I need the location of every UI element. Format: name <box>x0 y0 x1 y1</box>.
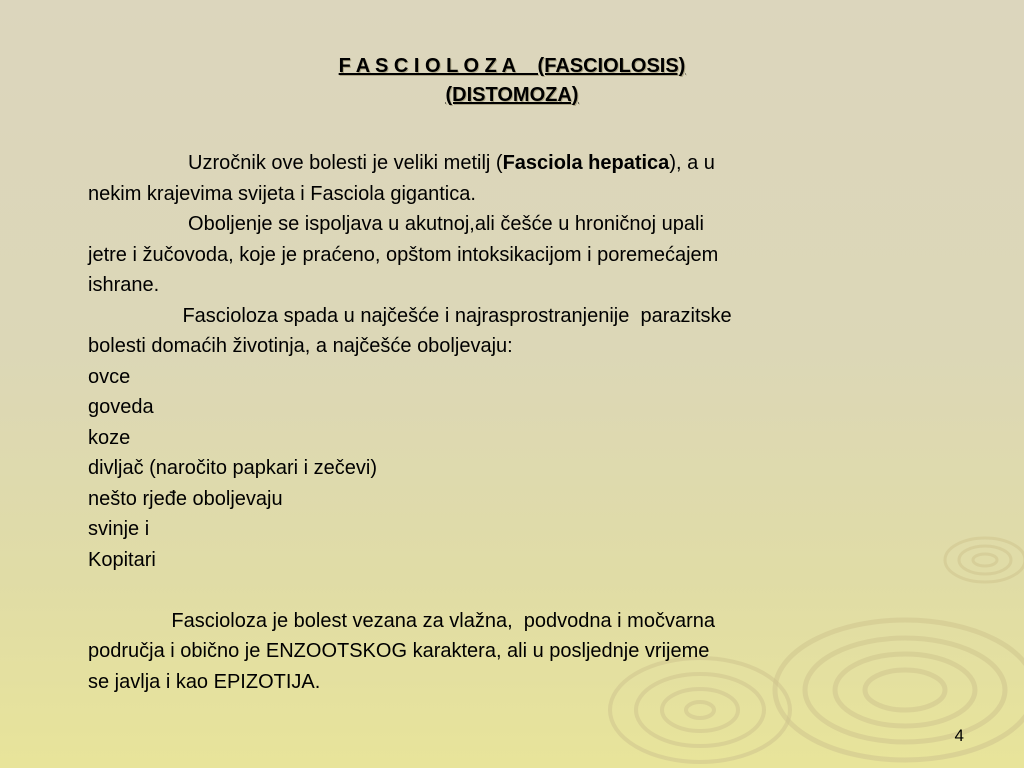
paragraph-3-line-2: bolesti domaćih životinja, a najčešće oboljevaju: <box>88 335 513 357</box>
animal-list-item: svinje i <box>88 518 150 540</box>
animal-list-item: ovce <box>88 365 131 388</box>
paragraph-2-line-2: jetre i žučovoda, koje je praćeno, opštom intoksikacijom i poremećajem <box>88 243 719 266</box>
paragraph-1-line-2: nekim krajevima svijeta i Fasciola gigantica. <box>88 182 476 205</box>
paragraph-1-text: Uzročnik ove bolesti je veliki metilj ( <box>88 152 503 174</box>
paragraph-3-line-1: Fascioloza spada u najčešće i najrasprostranjenije parazitske <box>88 304 732 327</box>
paragraph-gap <box>88 575 918 606</box>
paragraph-2-line-1: Oboljenje se ispoljava u akutnoj,ali češće u hroničnoj upali <box>88 213 704 235</box>
title-line-2: (DISTOMOZA) <box>445 84 579 106</box>
slide-title <box>0 52 1024 110</box>
paragraph-4-line-1: Fascioloza je bolest vezana za vlažna, podvodna i močvarna <box>88 609 715 632</box>
title-line-1: F A S C I O L O Z A (FASCIOLOSIS) <box>338 55 686 77</box>
paragraph-2-line-3: ishrane. <box>88 274 160 296</box>
animal-list-item: divljač (naročito papkari i zečevi) <box>88 457 378 479</box>
paragraph-1-line-1 <box>88 148 918 179</box>
animal-list-item: goveda <box>88 396 154 418</box>
animal-list-item: koze <box>88 426 131 449</box>
slide-body <box>88 148 918 697</box>
animal-list-item: Kopitari <box>88 548 156 571</box>
paragraph-1-text-end: ), a u <box>669 152 715 174</box>
paragraph-4-line-2: područja i obično je ENZOOTSKOG karaktera, ali u posljednje vrijeme <box>88 640 710 662</box>
species-name-bold: Fasciola hepatica <box>502 152 670 174</box>
paragraph-4-line-3: se javlja i kao EPIZOTIJA. <box>88 670 321 693</box>
animal-list-item: nešto rjeđe oboljevaju <box>88 487 283 510</box>
page-number: 4 <box>954 726 964 745</box>
